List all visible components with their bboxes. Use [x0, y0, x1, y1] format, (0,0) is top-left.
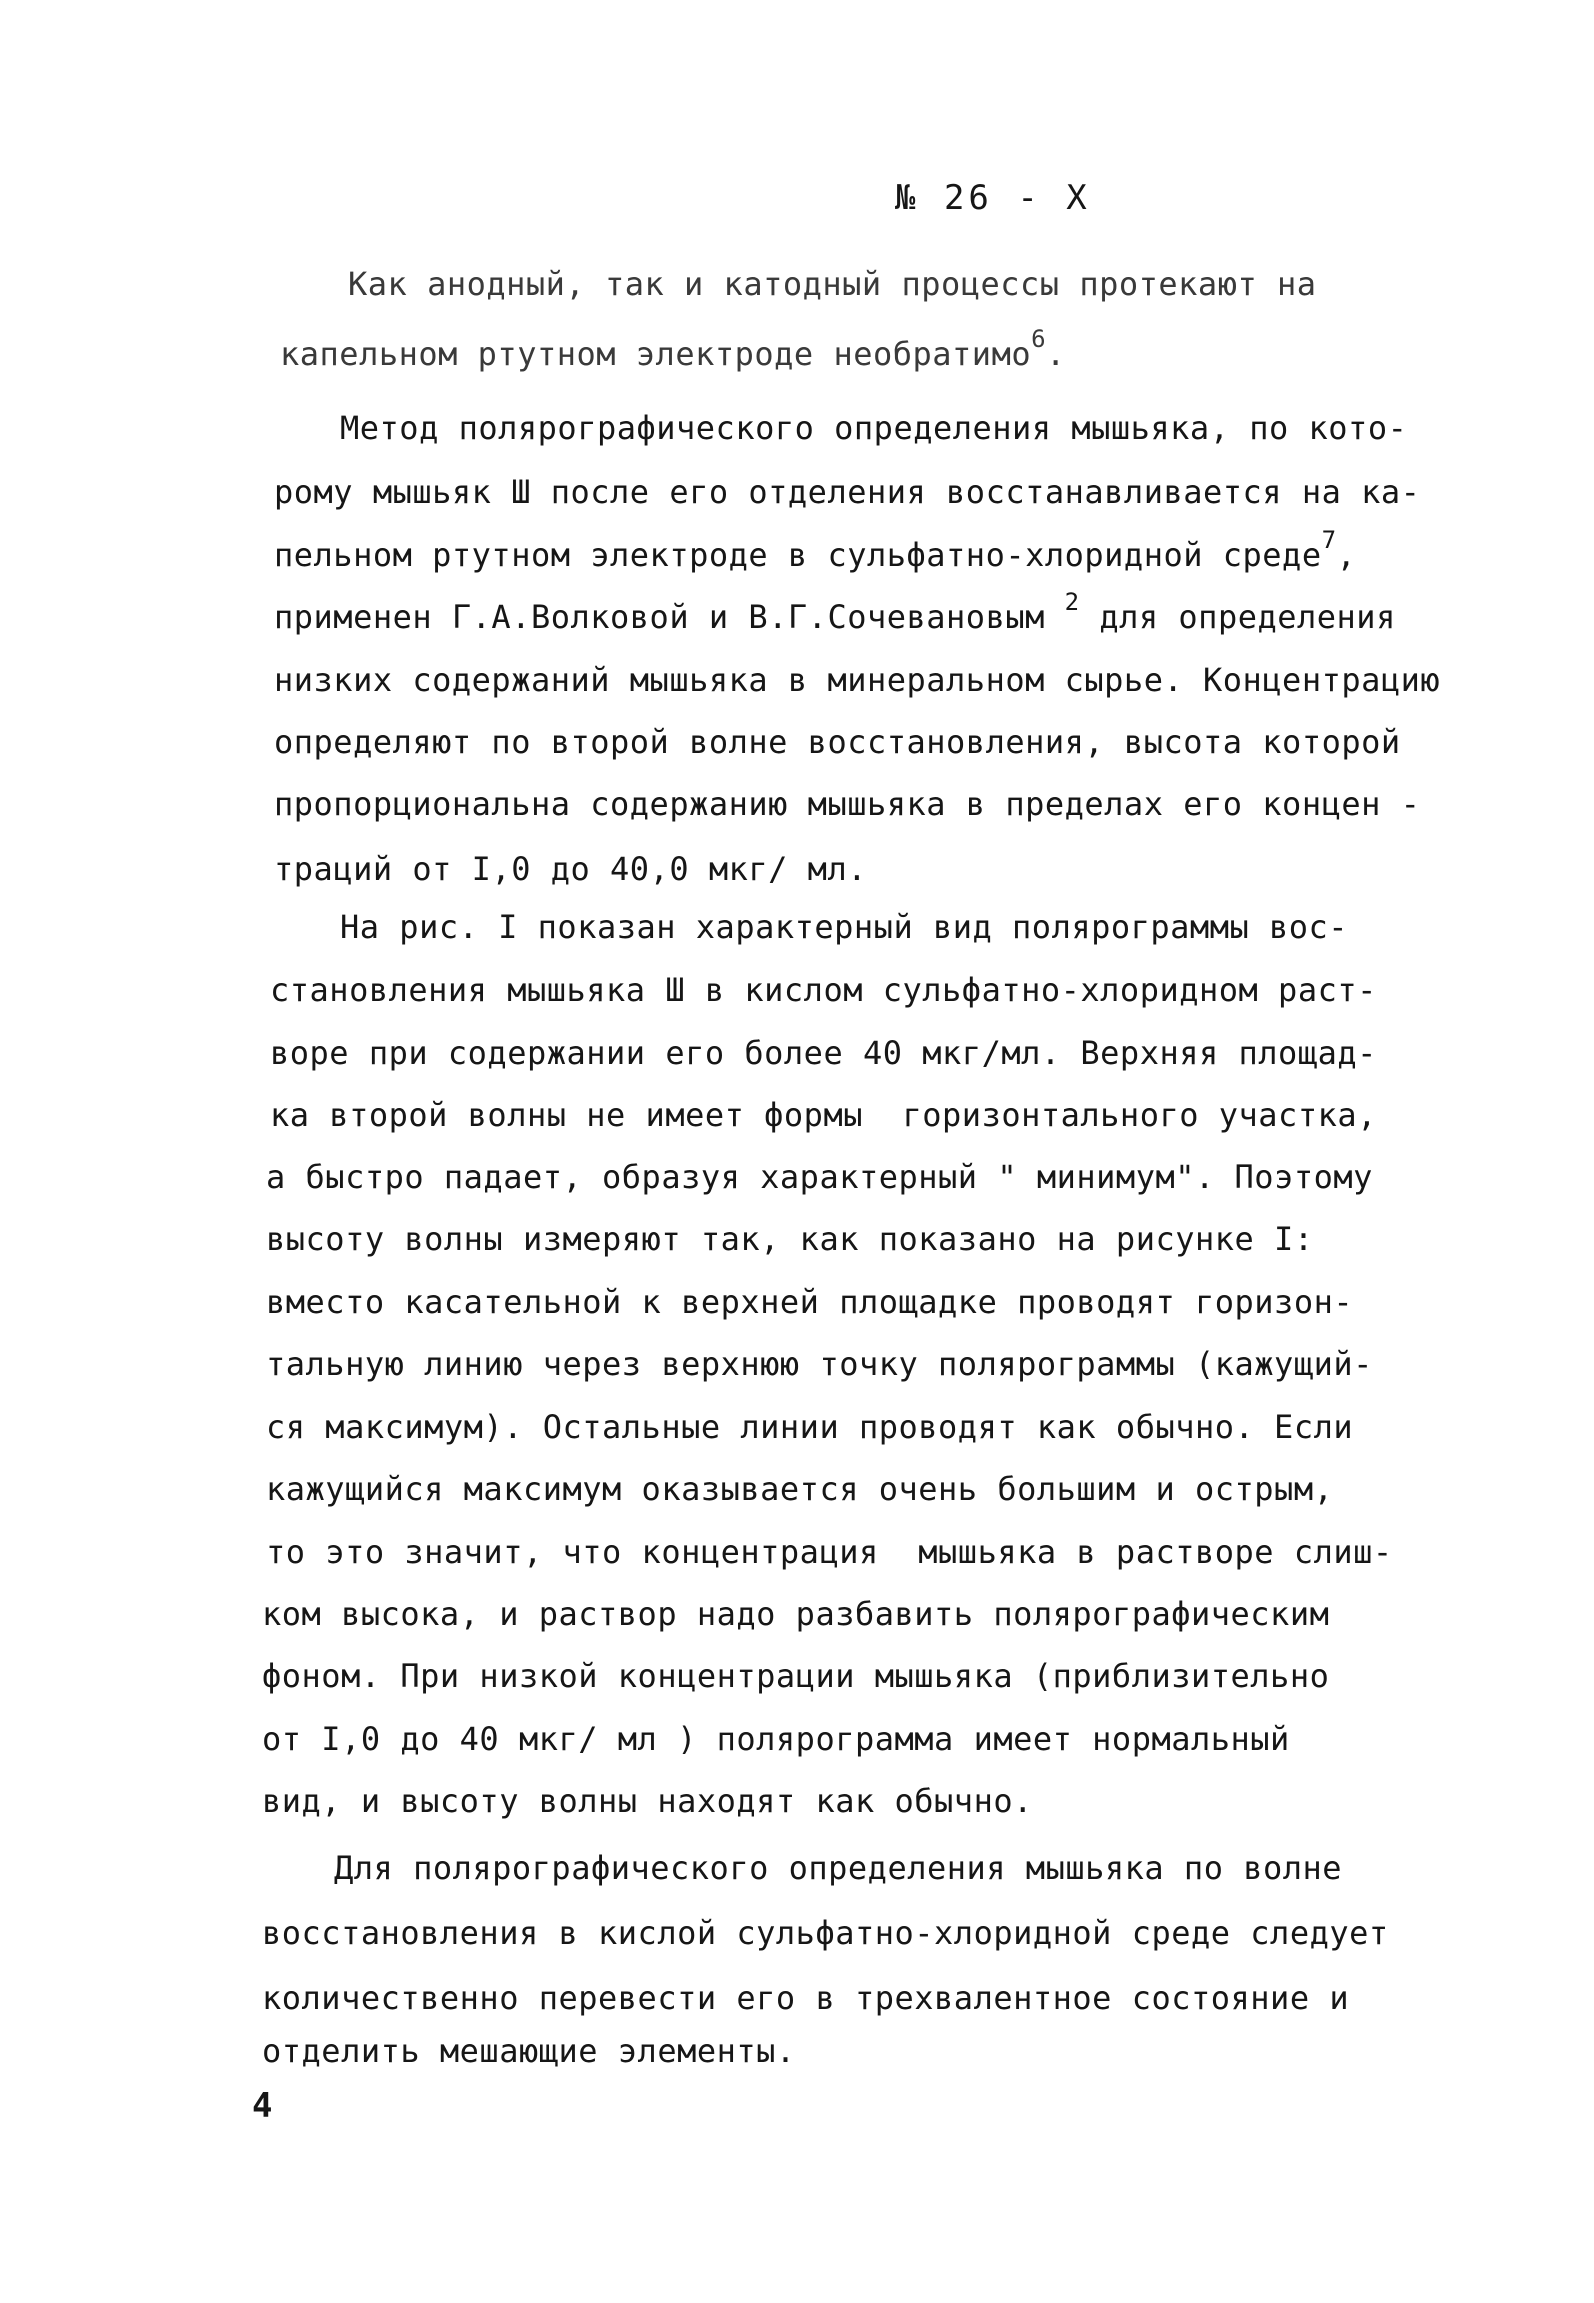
paragraph-3-line-14: от I,0 до 40 мкг/ мл ) полярограмма имеет нормальный [262, 1720, 1290, 1758]
paragraph-1-line-1: Как анодный, так и катодный процессы протекают на [348, 265, 1317, 303]
page-number: 4 [252, 2086, 273, 2126]
paragraph-2-line-5: низких содержаний мышьяка в минеральном сырье. Концентрацию [274, 661, 1441, 699]
paragraph-4-line-1: Для полярографического определения мышьяка по волне [334, 1849, 1343, 1887]
paragraph-2-line-7: пропорциональна содержанию мышьяка в пределах его концен - [274, 785, 1421, 823]
paragraph-3-line-11: то это значит, что концентрация мышьяка в растворе слиш- [266, 1533, 1393, 1571]
paragraph-3-line-10: кажущийся максимум оказывается очень большим и острым, [266, 1470, 1334, 1508]
footnote-ref-2: 2 [1064, 588, 1080, 617]
paragraph-3-line-2: становления мышьяка Ш в кислом сульфатно-хлоридном раст- [270, 971, 1377, 1009]
paragraph-4-line-2: восстановления в кислой сульфатно-хлоридной среде следует [262, 1914, 1389, 1952]
paragraph-3-line-5: а быстро падает, образуя характерный " минимум". Поэтому [266, 1158, 1373, 1196]
paragraph-3-line-9: ся максимум). Остальные линии проводят как обычно. Если [266, 1408, 1354, 1446]
paragraph-3-line-6: высоту волны измеряют так, как показано на рисунке I: [266, 1220, 1314, 1258]
page-header: № 26 - X [895, 178, 1091, 218]
paragraph-3-line-4: ка второй волны не имеет формы горизонтального участка, [270, 1096, 1377, 1134]
paragraph-2-line-4-text: применен Г.А.Волковой и В.Г.Сочевановым [274, 598, 1045, 636]
paragraph-2-line-3-end: , [1336, 536, 1357, 574]
paragraph-4-line-4: отделить мешающие элементы. [262, 2032, 796, 2070]
paragraph-3-line-7: вместо касательной к верхней площадке проводят горизон- [266, 1283, 1354, 1321]
footnote-ref-6: 6 [1031, 325, 1047, 354]
paragraph-1-line-2 [280, 325, 1066, 374]
paragraph-2-line-8: траций от I,0 до 40,0 мкг/ мл. [274, 850, 867, 888]
paragraph-2-line-3-text: пельном ртутном электроде в сульфатно-хлоридной среде [274, 536, 1322, 574]
paragraph-2-line-1: Метод полярографического определения мышьяка, по кото- [340, 409, 1408, 447]
paragraph-3-line-1: На рис. I показан характерный вид полярограммы вос- [340, 908, 1349, 946]
paragraph-2-line-4 [274, 588, 1396, 637]
paragraph-2-line-3 [274, 526, 1357, 575]
paragraph-2-line-2: рому мышьяк Ш после его отделения восстанавливается на ка- [274, 473, 1421, 511]
paragraph-4-line-3: количественно перевести его в трехвалентное состояние и [262, 1979, 1350, 2017]
paragraph-3-line-8: тальную линию через верхнюю точку полярограммы (кажущий- [266, 1345, 1373, 1383]
footnote-ref-7: 7 [1321, 526, 1337, 555]
paragraph-3-line-3: воре при содержании его более 40 мкг/мл. Верхняя площад- [270, 1034, 1377, 1072]
paragraph-3-line-15: вид, и высоту волны находят как обычно. [262, 1782, 1033, 1820]
paragraph-3-line-13: фоном. При низкой концентрации мышьяка (приблизительно [262, 1657, 1330, 1695]
paragraph-1-line-2-end: . [1046, 335, 1066, 373]
paragraph-2-line-4-end: для определения [1079, 598, 1396, 636]
paragraph-1-line-2-text: капельном ртутном электроде необратимо [280, 335, 1032, 373]
paragraph-2-line-6: определяют по второй волне восстановления, высота которой [274, 723, 1401, 761]
paragraph-3-line-12: ком высока, и раствор надо разбавить полярографическим [262, 1595, 1330, 1633]
